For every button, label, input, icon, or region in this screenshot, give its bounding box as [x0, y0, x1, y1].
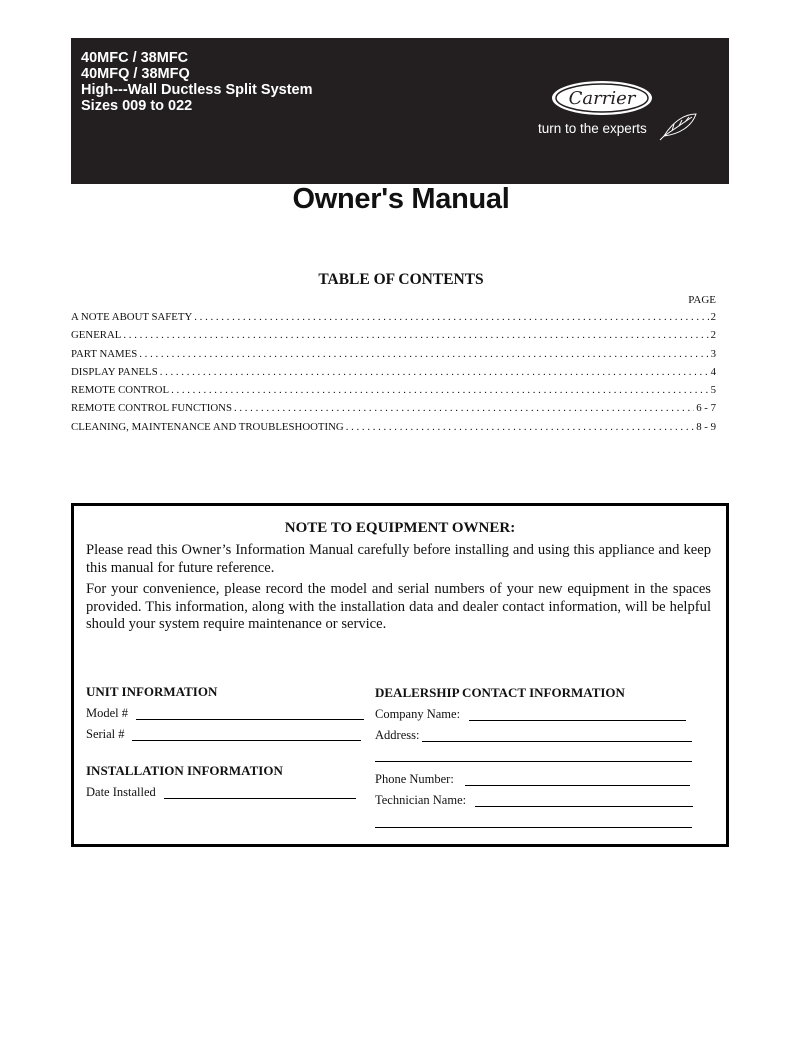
- model-lines: [81, 50, 313, 114]
- model-line: 40MFQ / 38MFQ: [81, 66, 190, 82]
- address-field-line[interactable]: [422, 741, 692, 742]
- toc-leader: [194, 311, 708, 323]
- toc-page-label: PAGE: [688, 294, 716, 306]
- toc-entry-page: 2: [710, 329, 716, 342]
- toc-entry-page: 5: [710, 384, 716, 397]
- toc-entry[interactable]: [71, 402, 716, 420]
- model-field-line[interactable]: [136, 719, 364, 720]
- toc-entry-label: DISPLAY PANELS: [71, 365, 158, 378]
- date-installed-label: Date Installed: [86, 785, 156, 799]
- company-name-field-line[interactable]: [469, 720, 686, 721]
- toc-entry-label: REMOTE CONTROL: [71, 384, 170, 397]
- page-title: Owner's Manual: [292, 183, 510, 215]
- toc-entry-page: 8 - 9: [696, 420, 716, 433]
- technician-field-line-2[interactable]: [375, 827, 692, 828]
- toc-entry-label: REMOTE CONTROL FUNCTIONS: [71, 402, 232, 415]
- owner-note-box: [71, 503, 729, 847]
- model-label: Model #: [86, 706, 129, 720]
- header-banner: [71, 38, 729, 184]
- phone-number-field-line[interactable]: [465, 785, 690, 786]
- install-info-heading: INSTALLATION INFORMATION: [86, 763, 283, 778]
- toc-entry[interactable]: [71, 384, 716, 402]
- toc-leader: [139, 348, 708, 360]
- dealer-info-heading: DEALERSHIP CONTACT INFORMATION: [375, 685, 625, 700]
- company-name-label: Company Name:: [375, 707, 461, 721]
- date-installed-field-line[interactable]: [164, 798, 356, 799]
- brand-name: Carrier: [568, 88, 636, 109]
- toc-entry[interactable]: [71, 421, 716, 439]
- model-line: 40MFC / 38MFC: [81, 50, 189, 66]
- technician-name-label: Technician Name:: [375, 793, 467, 807]
- model-line: High---Wall Ductless Split System: [81, 82, 313, 98]
- toc-entry[interactable]: [71, 329, 716, 347]
- note-heading: NOTE TO EQUIPMENT OWNER:: [284, 520, 516, 536]
- table-of-contents: [71, 311, 716, 439]
- toc-entry[interactable]: [71, 366, 716, 384]
- toc-entry-label: A NOTE ABOUT SAFETY: [71, 311, 193, 323]
- note-paragraph-2: For your convenience, please record the model and serial numbers of your new equipment in the spaces provided. This information, along with the installation data and dealer contact information, will be helpful should your system require maintenance or service.: [86, 581, 711, 632]
- toc-entry-page: 2: [710, 311, 716, 323]
- serial-label: Serial #: [86, 727, 125, 741]
- toc-leader: [234, 402, 694, 414]
- brand-tagline: turn to the experts: [538, 121, 647, 136]
- technician-name-field-line[interactable]: [475, 806, 693, 807]
- toc-entry-page: 6 - 7: [696, 402, 716, 415]
- toc-entry-label: GENERAL: [71, 329, 122, 342]
- toc-heading: TABLE OF CONTENTS: [318, 271, 484, 288]
- toc-entry-page: 3: [710, 347, 716, 360]
- toc-leader: [171, 384, 709, 396]
- toc-entry-page: 4: [710, 365, 716, 378]
- phone-number-label: Phone Number:: [375, 772, 454, 786]
- leaf-icon: [660, 114, 696, 140]
- model-line: Sizes 009 to 022: [81, 98, 193, 114]
- note-paragraph-1: Please read this Owner’s Information Manual carefully before installing and using this appliance and keep this manual for future reference.: [86, 542, 711, 576]
- toc-leader: [160, 366, 709, 378]
- toc-entry[interactable]: [71, 311, 716, 329]
- address-field-line-2[interactable]: [375, 761, 692, 762]
- toc-leader: [346, 421, 694, 433]
- toc-entry-label: PART NAMES: [71, 347, 138, 360]
- toc-entry[interactable]: [71, 348, 716, 366]
- toc-leader: [123, 329, 708, 341]
- unit-info-heading: UNIT INFORMATION: [86, 684, 218, 699]
- address-label: Address:: [375, 728, 420, 742]
- carrier-logo: [536, 78, 701, 148]
- serial-field-line[interactable]: [132, 740, 361, 741]
- toc-entry-label: CLEANING, MAINTENANCE AND TROUBLESHOOTING: [71, 420, 344, 433]
